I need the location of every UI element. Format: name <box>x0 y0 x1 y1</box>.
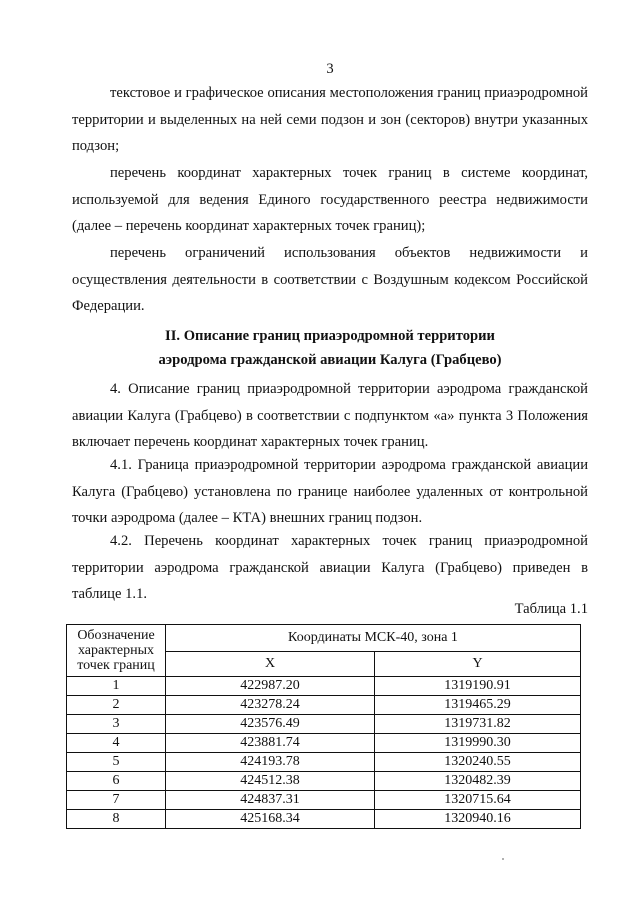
paragraph-4-1: 4.1. Граница приаэродромной территории аэродрома гражданской авиации Калуга (Грабцево) установлена по границе наиболее удаленных от контрольной точки аэродрома (далее – КТА) внешних границ подзон. <box>72 457 588 526</box>
point-number-cell: 7 <box>67 791 166 810</box>
point-number-cell: 8 <box>67 810 166 829</box>
x-coordinate-cell: 423881.74 <box>166 734 375 753</box>
table-row <box>67 734 581 753</box>
x-coordinate-cell: 424193.78 <box>166 753 375 772</box>
point-number-cell: 5 <box>67 753 166 772</box>
y-coordinate-cell: 1319990.30 <box>375 734 581 753</box>
page-number: 3 <box>326 61 334 77</box>
table-row <box>67 715 581 734</box>
x-coordinate-cell: 423278.24 <box>166 696 375 715</box>
y-coordinate-cell: 1320940.16 <box>375 810 581 829</box>
table-row <box>67 810 581 829</box>
table-row <box>67 791 581 810</box>
table-row <box>67 753 581 772</box>
paragraph-4: 4. Описание границ приаэродромной территории аэродрома гражданской авиации Калуга (Грабцево) в соответствии с подпунктом «а» пункта 3 Положения включает перечень координат характерных точек границ. <box>72 381 588 450</box>
point-number-cell: 6 <box>67 772 166 791</box>
paragraph-restrictions-list: перечень ограничений использования объектов недвижимости и осуществления деятельности в соответствии с Воздушным кодексом Российской Федерации. <box>72 245 588 314</box>
y-coordinate-cell: 1320240.55 <box>375 753 581 772</box>
table-row <box>67 772 581 791</box>
table-row <box>67 677 581 696</box>
point-number-cell: 3 <box>67 715 166 734</box>
paragraph-coordinates-list: перечень координат характерных точек границ в системе координат, используемой для ведения Единого государственного реестра недвижимости (далее – перечень координат характерных точек границ); <box>72 165 588 234</box>
x-coordinate-cell: 424512.38 <box>166 772 375 791</box>
scan-speck <box>502 858 504 860</box>
x-coordinate-cell: 423576.49 <box>166 715 375 734</box>
x-coordinate-cell: 422987.20 <box>166 677 375 696</box>
point-number-cell: 2 <box>67 696 166 715</box>
header-coordinates: Координаты МСК-40, зона 1 <box>166 625 581 652</box>
paragraph-text-description: текстовое и графическое описания местоположения границ приаэродромной территории и выделенных на ней семи подзон и зон (секторов) внутри указанных подзон; <box>72 85 588 154</box>
y-coordinate-cell: 1320715.64 <box>375 791 581 810</box>
header-designation: Обозначение характерных точек границ <box>67 625 166 677</box>
section-heading-line-2: аэродрома гражданской авиации Калуга (Грабцево) <box>158 352 502 368</box>
coordinates-table <box>66 624 581 829</box>
section-heading-line-1: II. Описание границ приаэродромной территории <box>165 328 495 344</box>
paragraph-4-2: 4.2. Перечень координат характерных точек границ приаэродромной территории аэродрома гражданской авиации Калуга (Грабцево) приведен в таблице 1.1. <box>72 533 588 602</box>
point-number-cell: 4 <box>67 734 166 753</box>
table-caption: Таблица 1.1 <box>514 601 588 617</box>
header-x: X <box>166 652 375 677</box>
y-coordinate-cell: 1319190.91 <box>375 677 581 696</box>
document-page <box>72 0 588 905</box>
x-coordinate-cell: 425168.34 <box>166 810 375 829</box>
y-coordinate-cell: 1320482.39 <box>375 772 581 791</box>
table-row <box>67 696 581 715</box>
section-heading <box>72 324 588 372</box>
x-coordinate-cell: 424837.31 <box>166 791 375 810</box>
y-coordinate-cell: 1319465.29 <box>375 696 581 715</box>
header-y: Y <box>375 652 581 677</box>
point-number-cell: 1 <box>67 677 166 696</box>
y-coordinate-cell: 1319731.82 <box>375 715 581 734</box>
